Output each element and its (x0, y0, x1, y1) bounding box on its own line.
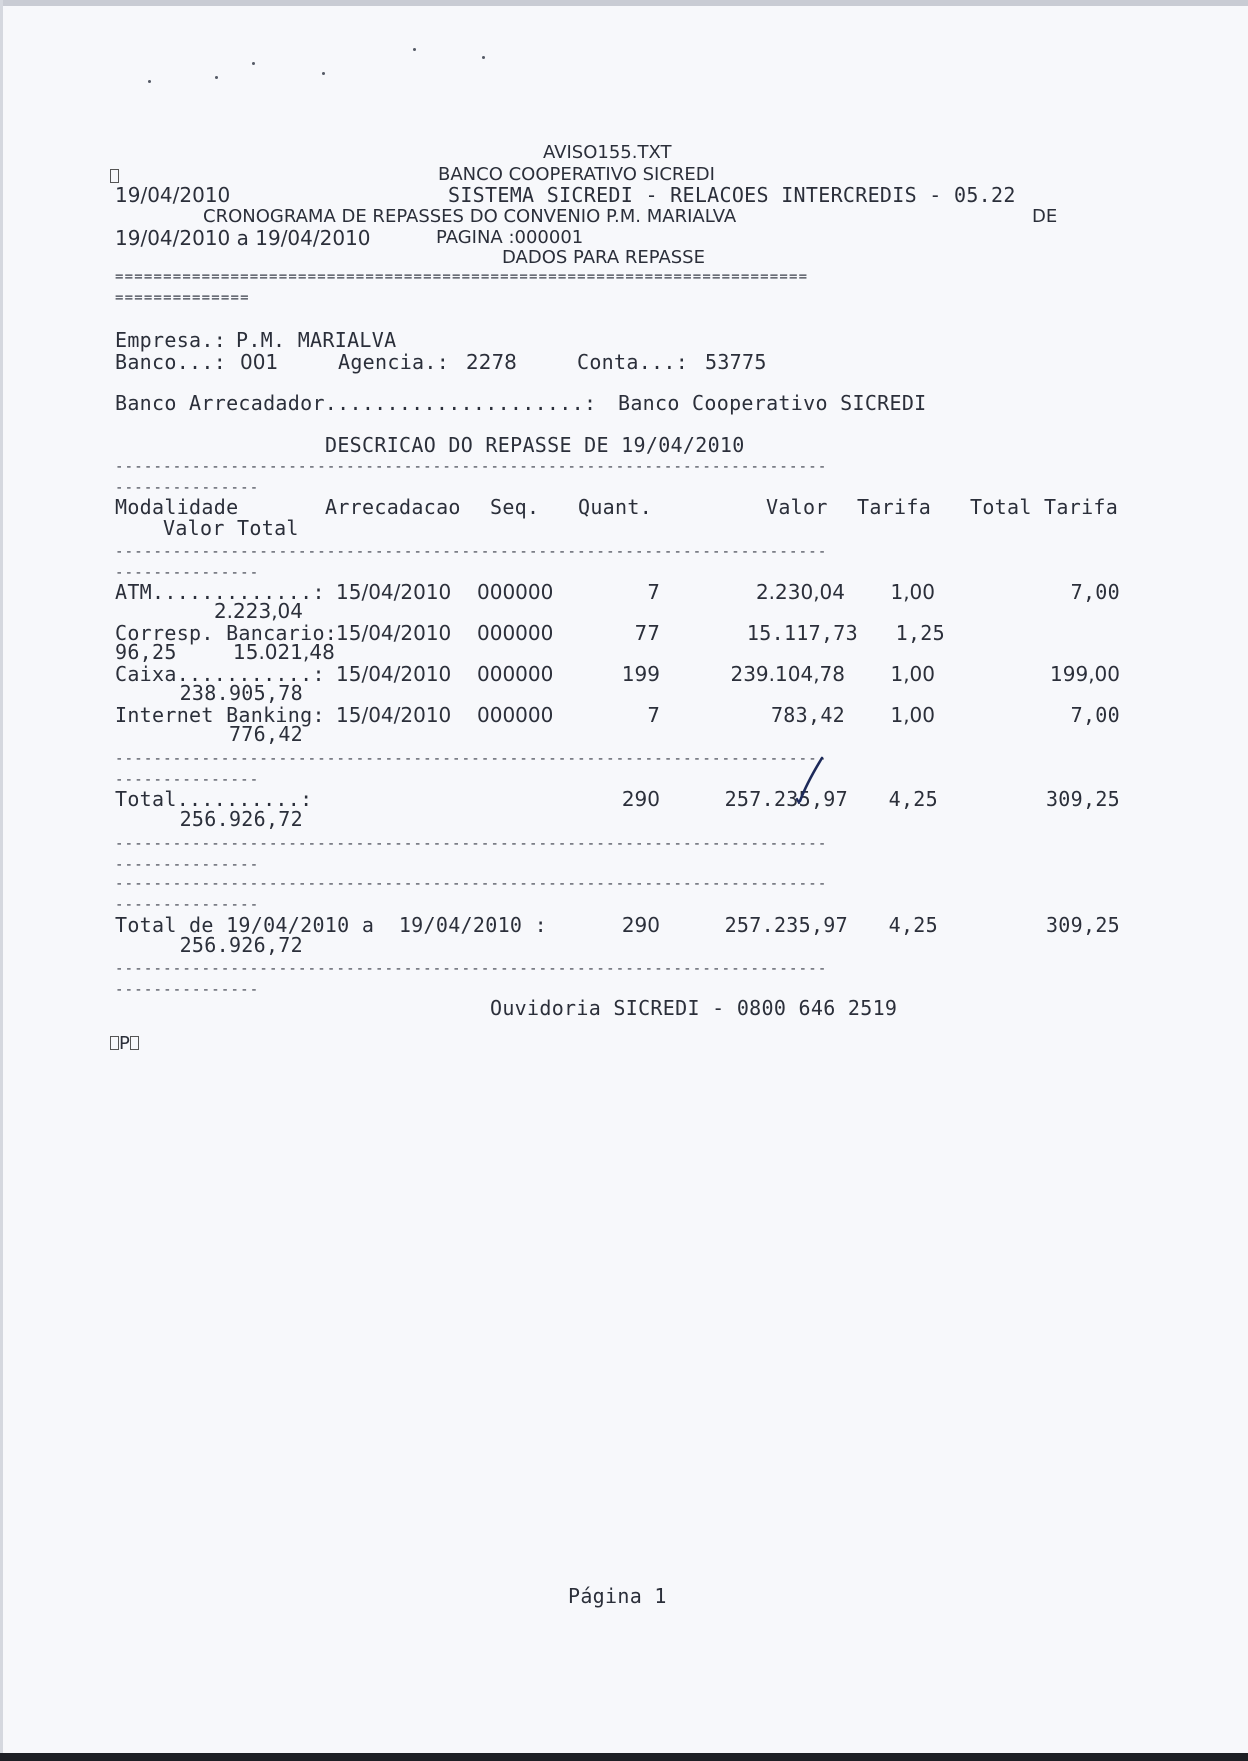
scan-speck (482, 56, 485, 59)
row-internet-valor-total: 776,42 (228, 722, 303, 746)
col-header-modalidade: Modalidade (115, 495, 239, 519)
scan-speck (413, 48, 416, 51)
total-valor: 257.235,97 (724, 787, 848, 811)
row-corresp-valor: 15.117,73 (746, 621, 858, 645)
col-header-arrecadacao: Arrecadacao (325, 495, 461, 519)
row-caixa-total-tarifa: 199,00 (1050, 662, 1120, 686)
total-valor-total: 256.926,72 (179, 807, 303, 831)
total-label: Total..........: (115, 787, 313, 811)
row-internet-modalidade: Internet Banking: (115, 703, 325, 727)
col-header-valor-total: Valor Total (163, 516, 299, 540)
section-title: DADOS PARA REPASSE (502, 247, 705, 268)
equals-separator: ======================================================================== (115, 270, 809, 284)
row-atm-arrecadacao: 15/04/2010 (336, 580, 452, 604)
period-total-tarifa: 4,25 (888, 913, 938, 937)
row-internet-valor: 783,42 (770, 703, 845, 727)
scan-speck (252, 62, 255, 65)
dash-separator: -------------------------------------------------------------------------- (115, 837, 828, 851)
report-period: 19/04/2010 a 19/04/2010 (115, 226, 371, 250)
row-corresp-quant: 77 (634, 621, 660, 645)
dash-separator: -------------------------------------------------------------------------- (115, 752, 828, 766)
description-title: DESCRICAO DO REPASSE DE 19/04/2010 (325, 433, 745, 457)
row-atm-modalidade: ATM.............: (115, 580, 325, 604)
total-quant: 290 (621, 787, 660, 811)
dash-separator-short: --------------- (115, 566, 260, 580)
row-atm-valor-total: 2.223,04 (213, 599, 303, 623)
row-internet-total-tarifa: 7,00 (1070, 703, 1120, 727)
dash-separator: -------------------------------------------------------------------------- (115, 877, 828, 891)
dash-separator-short: --------------- (115, 773, 260, 787)
scan-edge-bottom (0, 1753, 1248, 1761)
equals-separator-short: ============== (115, 291, 250, 305)
row-atm-quant: 7 (647, 580, 660, 604)
row-internet-tarifa: 1,00 (890, 703, 935, 727)
dash-separator: -------------------------------------------------------------------------- (115, 460, 828, 474)
row-internet-quant: 7 (647, 703, 660, 727)
banco-value: 001 (240, 350, 279, 374)
col-header-seq: Seq. (490, 495, 540, 519)
total-total-tarifa: 309,25 (1045, 787, 1120, 811)
row-caixa-arrecadacao: 15/04/2010 (336, 662, 452, 686)
row-atm-tarifa: 1,00 (890, 580, 935, 604)
empresa-label: Empresa.: (115, 328, 227, 352)
arrecadador-label: Banco Arrecadador.....................: (115, 391, 597, 415)
dash-separator-short: --------------- (115, 898, 260, 912)
row-caixa-seq: 000000 (477, 662, 554, 686)
schedule-title: CRONOGRAMA DE REPASSES DO CONVENIO P.M. MARIALVA (203, 206, 737, 227)
row-corresp-modalidade: Corresp. Bancario: (115, 621, 338, 645)
total-tarifa: 4,25 (888, 787, 938, 811)
row-caixa-valor-total: 238.905,78 (179, 681, 303, 705)
page-label: PAGINA :000001 (436, 227, 584, 248)
agencia-value: 2278 (466, 350, 517, 374)
row-caixa-tarifa: 1,00 (890, 662, 935, 686)
period-total-quant: 290 (621, 913, 660, 937)
row-caixa-valor: 239.104,78 (730, 662, 845, 686)
col-header-tarifa: Tarifa (857, 495, 932, 519)
col-header-total-tarifa: Total Tarifa (970, 495, 1119, 519)
dash-separator-short: --------------- (115, 983, 260, 997)
page-marker-text: P (119, 1033, 130, 1054)
scan-speck (148, 80, 151, 83)
period-total-valor-total: 256.926,72 (179, 933, 303, 957)
conta-value: 53775 (705, 350, 767, 374)
scan-edge-left (0, 0, 3, 1761)
dash-separator-short: --------------- (115, 481, 260, 495)
row-internet-seq: 000000 (477, 703, 554, 727)
row-atm-total-tarifa: 7,00 (1070, 580, 1120, 604)
period-total-total-tarifa: 309,25 (1045, 913, 1120, 937)
de-label: DE (1032, 206, 1058, 227)
row-atm-valor: 2.230,04 (755, 580, 845, 604)
row-caixa-modalidade: Caixa...........: (115, 662, 325, 686)
dash-separator: -------------------------------------------------------------------------- (115, 545, 828, 559)
dash-separator-short: --------------- (115, 858, 260, 872)
scan-speck (322, 72, 325, 75)
period-total-valor: 257.235,97 (724, 913, 848, 937)
col-header-valor: Valor (766, 495, 828, 519)
bank-name: BANCO COOPERATIVO SICREDI (438, 164, 715, 185)
row-corresp-valor-total: 15.021,48 (233, 640, 335, 664)
conta-label: Conta...: (577, 350, 689, 374)
period-total-label: Total de 19/04/2010 a 19/04/2010 : (115, 913, 547, 937)
row-internet-arrecadacao: 15/04/2010 (336, 703, 452, 727)
page-number: Página 1 (568, 1584, 667, 1608)
arrecadador-value: Banco Cooperativo SICREDI (618, 391, 927, 415)
agencia-label: Agencia.: (338, 350, 450, 374)
row-atm-seq: 000000 (477, 580, 554, 604)
row-corresp-total-tarifa: 96,25 (115, 640, 177, 664)
pen-check-mark (788, 755, 828, 813)
banco-label: Banco...: (115, 350, 227, 374)
scan-edge-top (0, 0, 1248, 6)
filename: AVISO155.TXT (543, 142, 672, 163)
empresa-value: P.M. MARIALVA (236, 328, 397, 352)
system-line: SISTEMA SICREDI - RELACOES INTERCREDIS - 05.22 (448, 183, 1016, 207)
col-header-quant: Quant. (578, 495, 653, 519)
row-corresp-arrecadacao: 15/04/2010 (336, 621, 452, 645)
ouvidoria-contact: Ouvidoria SICREDI - 0800 646 2519 (490, 996, 898, 1020)
dash-separator: -------------------------------------------------------------------------- (115, 962, 828, 976)
page-marker (110, 1031, 139, 1055)
row-caixa-quant: 199 (621, 662, 660, 686)
scan-speck (215, 76, 218, 79)
row-corresp-tarifa: 1,25 (895, 621, 945, 645)
report-date: 19/04/2010 (115, 183, 231, 207)
row-corresp-seq: 000000 (477, 621, 554, 645)
